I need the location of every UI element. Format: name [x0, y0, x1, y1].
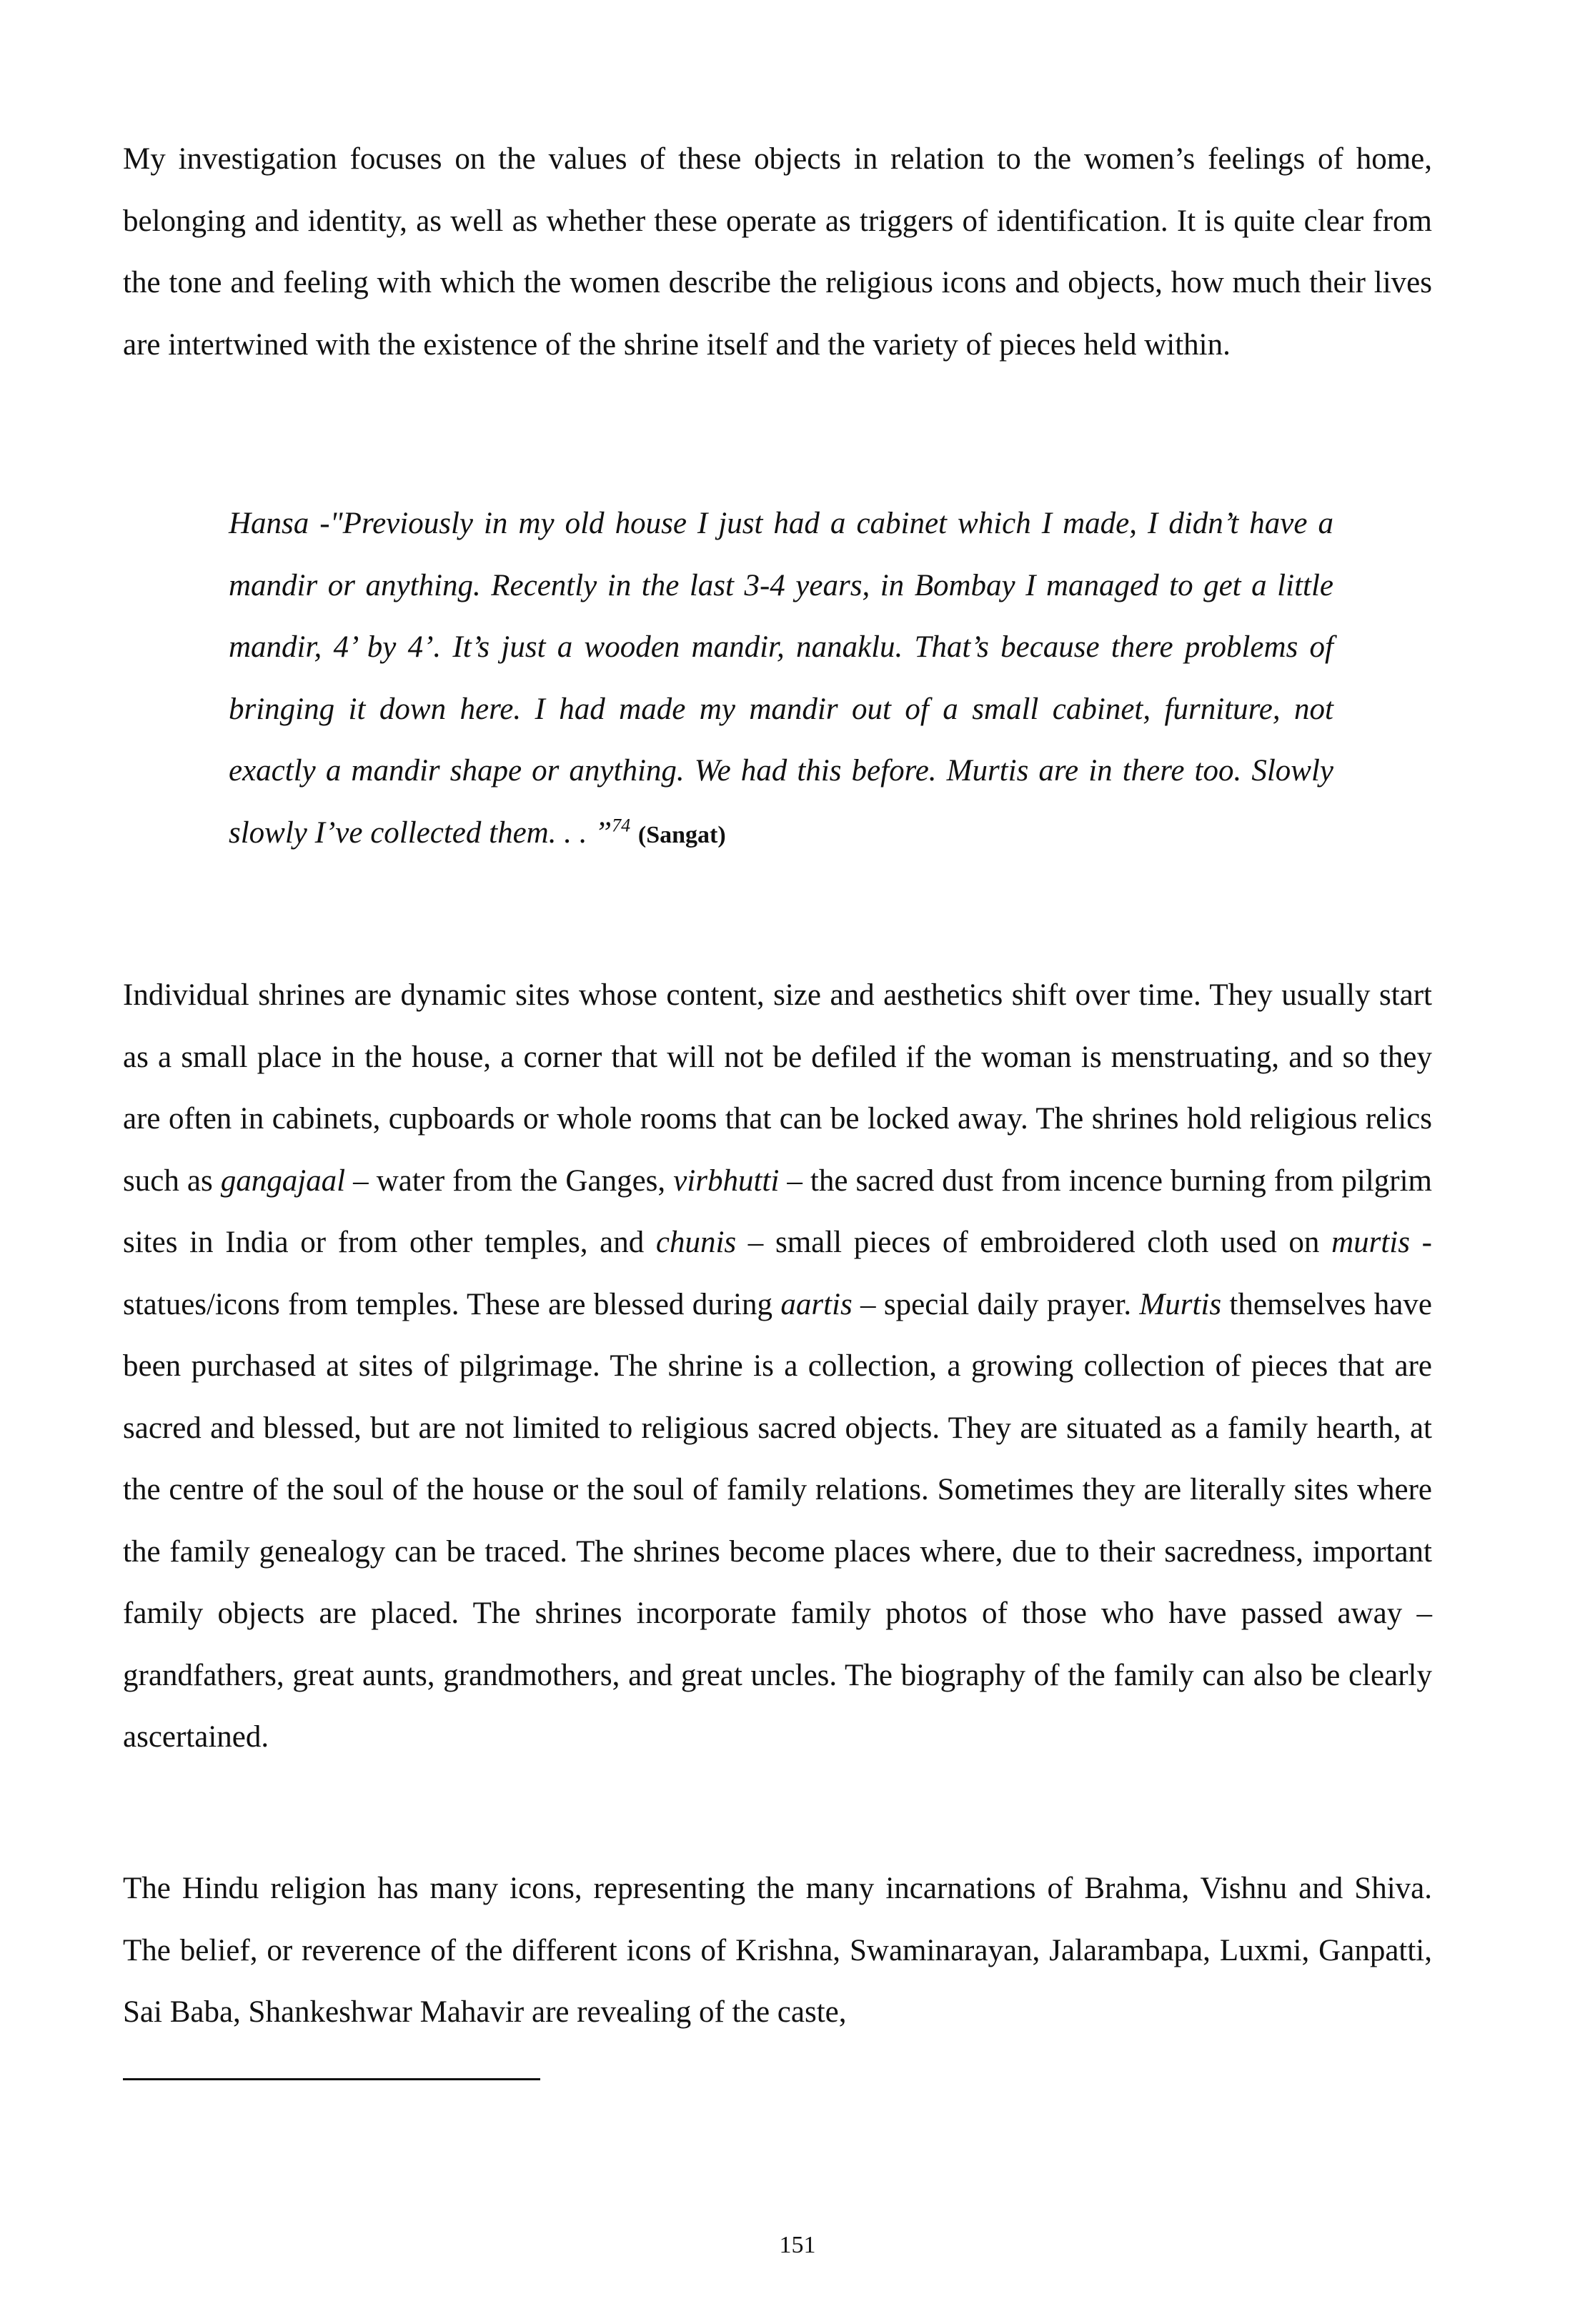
- text-segment: – water from the Ganges,: [345, 1163, 674, 1198]
- text-segment: – small pieces of embroidered cloth used on: [736, 1226, 1332, 1259]
- text-segment: themselves have been purchased at sites of pilgrimage. The shrine is a collection, a growing collection of pieces that are sacred and blessed, but are not limited to religious sacred objects. They are situated as a family hearth, at the centre of the soul of the house or the soul of family relations. Sometimes they are literally sites where the family genealogy can be traced. The shrines become places where, due to their sacredness, important family objects are placed. The shrines incorporate family photos of those who have passed away – grandfathers, great aunts, grandmothers, and great uncles. The biography of the family can also be clearly ascertained.: [123, 1287, 1432, 1754]
- page-number: 151: [779, 2232, 816, 2258]
- text-segment: – the sacred dust from incence burning from pilgrim sites in India or from other temples, and: [123, 1163, 1432, 1259]
- body-paragraph-intro: My investigation focuses on the values of these objects in relation to the women’s feelings of home, belonging and identity, as well as whether these operate as triggers of identification. It is quite clear from the tone and feeling with which the women describe the religious icons and objects, how much their lives are intertwined with the existence of the shrine itself and the variety of pieces held within.: [123, 142, 1432, 362]
- term-murtis: murtis: [1331, 1226, 1410, 1259]
- body-paragraph-shrines: [123, 965, 1432, 1769]
- text-segment: - statues/icons from temples. These are blessed during: [123, 1226, 1432, 1321]
- term-virbhutti: virbhutti: [673, 1163, 780, 1198]
- block-quote-hansa: [229, 493, 1333, 866]
- term-aartis: aartis: [780, 1287, 853, 1321]
- term-chunis: chunis: [655, 1226, 737, 1259]
- quote-source: (Sangat): [637, 821, 726, 848]
- term-murtis-capitalized: Murtis: [1139, 1287, 1222, 1321]
- quote-text: Hansa -"Previously in my old house I just had a cabinet which I made, I didn’t have a mandir or anything. Recently in the last 3-4 years, in Bombay I managed to get a little mandir, 4’ by 4’. It’s just a wooden mandir, nanaklu. That’s because there problems of bringing it down here. I had made my mandir out of a small cabinet, furniture, not exactly a mandir shape or anything. We had this before. Murtis are in there too. Slowly slowly I’ve collected them. . . ”: [229, 507, 1333, 850]
- footnote-reference: 74: [612, 815, 631, 836]
- footnote-separator: [123, 2078, 540, 2080]
- term-gangajaal: gangajaal: [220, 1163, 346, 1198]
- text-segment: – special daily prayer.: [852, 1287, 1140, 1321]
- text-segment: Individual shrines are dynamic sites whose content, size and aesthetics shift over time. They usually start as a small place in the house, a corner that will not be defiled if the woman is menstruating, and so they are often in cabinets, cupboards or whole rooms that can be locked away. The shrines hold religious relics such as: [123, 978, 1432, 1198]
- body-paragraph-icons: The Hindu religion has many icons, representing the many incarnations of Brahma, Vishnu and Shiva. The belief, or reverence of the different icons of Krishna, Swaminarayan, Jalarambapa, Luxmi, Ganpatti, Sai Baba, Shankeshwar Mahavir are revealing of the caste,: [123, 1872, 1432, 2029]
